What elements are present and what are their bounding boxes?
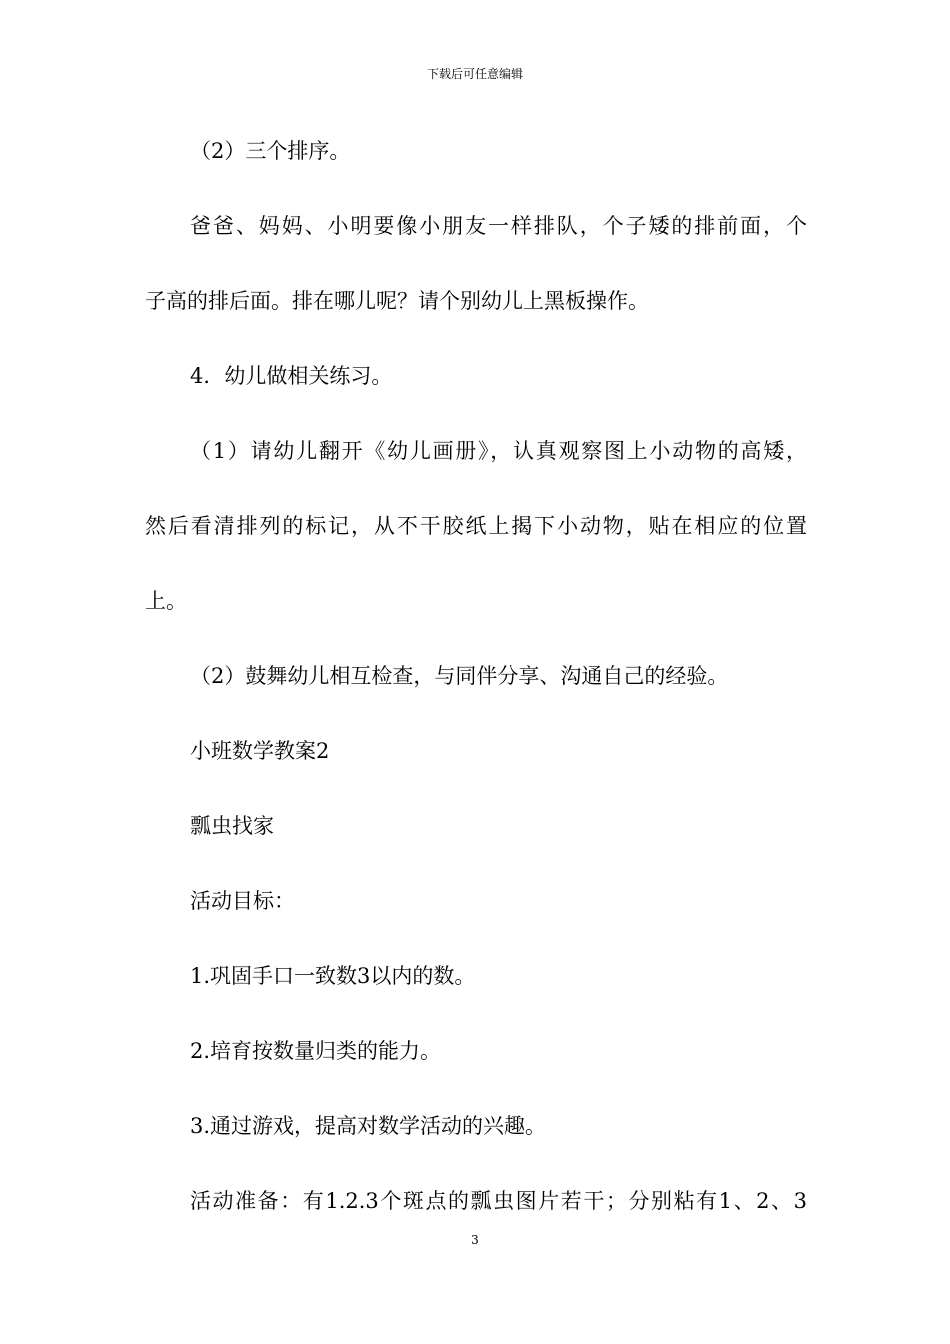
text-line-7: 上。 xyxy=(145,589,187,613)
goal-1: 1.巩固手口一致数3以内的数。 xyxy=(190,964,476,988)
page-number: 3 xyxy=(471,1233,479,1247)
text-line-6: 然后看清排列的标记，从不干胶纸上揭下小动物，贴在相应的位置 xyxy=(145,514,807,538)
text-line-5: （1）请幼儿翻开《幼儿画册》，认真观察图上小动物的高矮， xyxy=(190,439,807,463)
text-line-3: 子高的排后面。排在哪儿呢？请个别幼儿上黑板操作。 xyxy=(145,289,649,313)
goals-heading: 活动目标： xyxy=(190,889,295,913)
text-line-1: （2）三个排序。 xyxy=(190,139,351,163)
text-line-8: （2）鼓舞幼儿相互检查，与同伴分享、沟通自己的经验。 xyxy=(190,664,729,688)
section-title: 小班数学教案2 xyxy=(190,739,330,763)
page-header: 下载后可任意编辑 xyxy=(426,67,523,81)
text-line-2: 爸爸、妈妈、小明要像小朋友一样排队，个子矮的排前面，个 xyxy=(190,214,807,238)
preparation-line: 活动准备：有1.2.3个斑点的瓢虫图片若干；分别粘有1、2、3 xyxy=(190,1189,807,1213)
activity-name: 瓢虫找家 xyxy=(190,814,274,838)
goal-2: 2.培育按数量归类的能力。 xyxy=(190,1039,442,1063)
goal-3: 3.通过游戏，提高对数学活动的兴趣。 xyxy=(190,1114,547,1138)
text-line-4: 4．幼儿做相关练习。 xyxy=(190,364,393,388)
